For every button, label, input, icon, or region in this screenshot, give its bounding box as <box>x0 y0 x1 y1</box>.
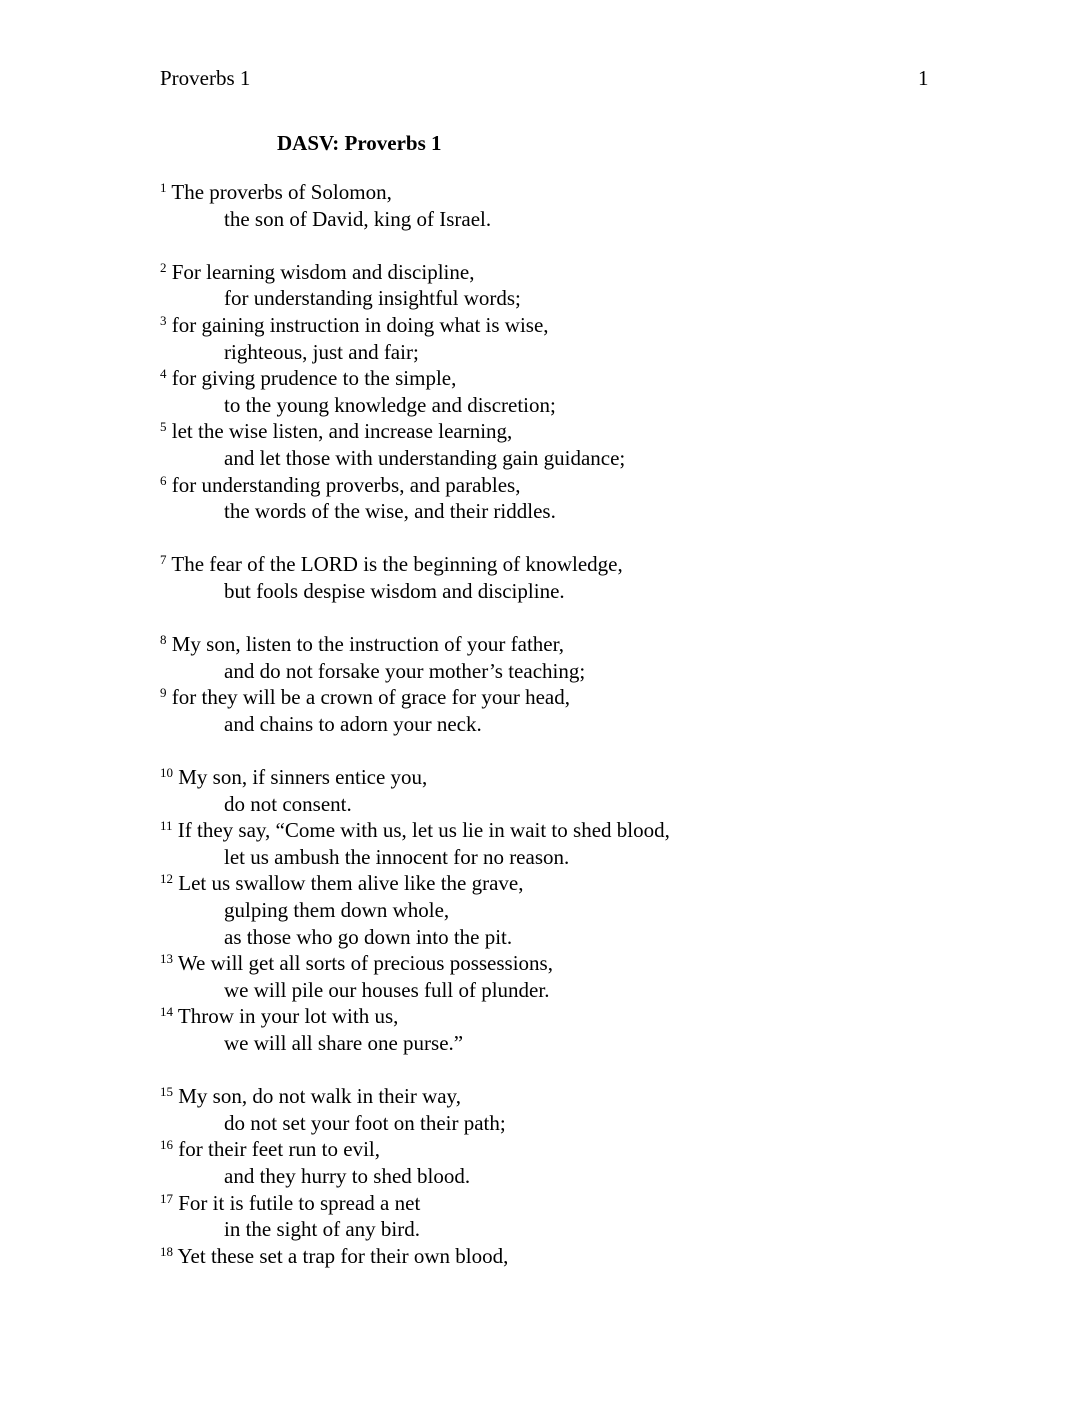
verse-text: My son, listen to the instruction of your father, <box>171 632 565 657</box>
verse-line <box>160 312 1020 339</box>
verse-text: and do not forsake your mother’s teaching; <box>224 658 586 683</box>
verse-number: 10 <box>160 765 173 781</box>
continuation-line <box>160 285 1020 312</box>
continuation-line <box>160 977 1020 1004</box>
verse-text: let us ambush the innocent for no reason. <box>224 844 570 869</box>
verse-text: for understanding insightful words; <box>224 286 521 311</box>
stanza-gap <box>160 605 1020 632</box>
verse-text: My son, if sinners entice you, <box>178 765 428 790</box>
stanza <box>160 259 1020 525</box>
continuation-line <box>160 844 1020 871</box>
verse-number: 12 <box>160 871 173 887</box>
verse-number: 6 <box>160 472 167 488</box>
verse-text: for giving prudence to the simple, <box>171 366 457 391</box>
document-title: DASV: Proverbs 1 <box>277 131 442 155</box>
verse-line <box>160 1136 1020 1163</box>
verse-text: for gaining instruction in doing what is wise, <box>171 312 549 337</box>
verse-text: For it is futile to spread a net <box>178 1190 421 1215</box>
verse-text: We will get all sorts of precious possessions, <box>177 951 553 976</box>
stanza <box>160 631 1020 737</box>
verse-number: 14 <box>160 1004 173 1020</box>
verse-text: If they say, “Come with us, let us lie in wait to shed blood, <box>177 818 670 843</box>
verse-text: the words of the wise, and their riddles. <box>224 499 556 524</box>
stanza <box>160 1083 1020 1269</box>
stanza <box>160 764 1020 1057</box>
verse-text: For learning wisdom and discipline, <box>171 259 475 284</box>
stanza-gap <box>160 525 1020 552</box>
verse-text: and they hurry to shed blood. <box>224 1163 471 1188</box>
verse-text: the son of David, king of Israel. <box>224 206 492 231</box>
verse-text: but fools despise wisdom and discipline. <box>224 578 565 603</box>
verse-line <box>160 817 1020 844</box>
running-head: Proverbs 1 <box>160 66 251 90</box>
verse-text: for they will be a crown of grace for your head, <box>171 685 571 710</box>
stanza-gap <box>160 232 1020 259</box>
page-number: 1 <box>918 66 929 90</box>
continuation-line <box>160 339 1020 366</box>
verse-text: and let those with understanding gain guidance; <box>224 445 626 470</box>
verse-number: 7 <box>160 552 167 568</box>
verse-line <box>160 684 1020 711</box>
verse-line <box>160 179 1020 206</box>
verse-text: in the sight of any bird. <box>224 1217 420 1242</box>
verse-text: let the wise listen, and increase learning, <box>171 419 513 444</box>
verse-text: do not consent. <box>224 791 352 816</box>
verse-text: righteous, just and fair; <box>224 339 419 364</box>
verse-line <box>160 870 1020 897</box>
verse-line <box>160 1083 1020 1110</box>
continuation-line <box>160 711 1020 738</box>
continuation-line <box>160 1030 1020 1057</box>
verse-number: 16 <box>160 1137 173 1153</box>
verse-number: 18 <box>160 1243 173 1259</box>
scripture-text <box>160 179 1020 1269</box>
verse-line <box>160 259 1020 286</box>
verse-text: gulping them down whole, <box>224 898 450 923</box>
verse-line <box>160 1243 1020 1270</box>
verse-text: The proverbs of Solomon, <box>171 180 392 204</box>
continuation-line <box>160 445 1020 472</box>
verse-number: 17 <box>160 1190 173 1206</box>
verse-number: 15 <box>160 1084 173 1100</box>
verse-text: we will all share one purse.” <box>224 1031 464 1055</box>
verse-line <box>160 1190 1020 1217</box>
verse-line <box>160 631 1020 658</box>
continuation-line <box>160 1216 1020 1243</box>
continuation-line <box>160 1163 1020 1190</box>
continuation-line <box>160 578 1020 605</box>
verse-number: 8 <box>160 632 167 648</box>
verse-number: 4 <box>160 366 167 382</box>
verse-text: do not set your foot on their path; <box>224 1110 506 1135</box>
continuation-line <box>160 658 1020 685</box>
verse-line <box>160 1003 1020 1030</box>
verse-line <box>160 950 1020 977</box>
continuation-line <box>160 206 1020 233</box>
continuation-line <box>160 1110 1020 1137</box>
verse-line <box>160 365 1020 392</box>
verse-text: we will pile our houses full of plunder. <box>224 977 550 1002</box>
verse-text: My son, do not walk in their way, <box>178 1084 461 1109</box>
verse-number: 11 <box>160 818 173 834</box>
verse-number: 13 <box>160 951 173 967</box>
verse-number: 1 <box>160 180 167 195</box>
verse-line <box>160 472 1020 499</box>
verse-text: Yet these set a trap for their own blood, <box>177 1243 509 1268</box>
verse-number: 9 <box>160 685 167 701</box>
verse-text: The fear of the LORD is the beginning of knowledge, <box>171 552 623 577</box>
verse-text: Throw in your lot with us, <box>177 1004 399 1029</box>
continuation-line <box>160 897 1020 924</box>
verse-text: for their feet run to evil, <box>178 1137 381 1162</box>
stanza <box>160 551 1020 604</box>
verse-text: and chains to adorn your neck. <box>224 711 482 736</box>
continuation-line <box>160 392 1020 419</box>
verse-line <box>160 418 1020 445</box>
stanza-gap <box>160 737 1020 764</box>
verse-text: to the young knowledge and discretion; <box>224 392 556 417</box>
verse-text: as those who go down into the pit. <box>224 924 513 949</box>
verse-number: 3 <box>160 312 167 328</box>
continuation-line <box>160 924 1020 951</box>
verse-text: for understanding proverbs, and parables, <box>171 472 521 497</box>
verse-number: 5 <box>160 419 167 435</box>
stanza-gap <box>160 1057 1020 1084</box>
stanza <box>160 179 1020 232</box>
continuation-line <box>160 498 1020 525</box>
verse-text: Let us swallow them alive like the grave, <box>178 871 524 896</box>
verse-line <box>160 764 1020 791</box>
verse-line <box>160 551 1020 578</box>
verse-number: 2 <box>160 259 167 275</box>
continuation-line <box>160 791 1020 818</box>
